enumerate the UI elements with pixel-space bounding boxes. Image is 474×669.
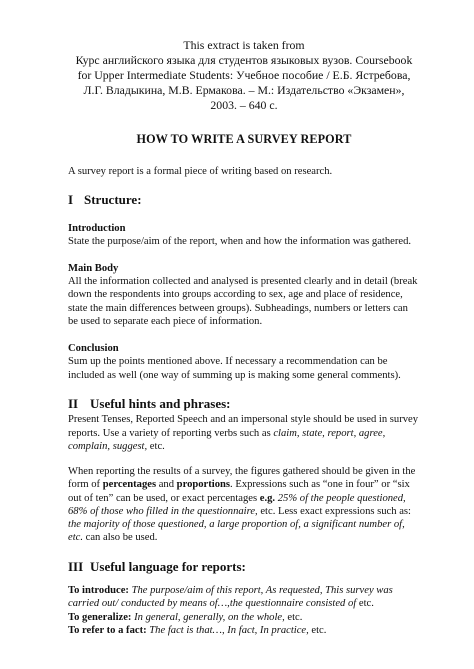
example-less-exact: the majority of those questioned, a large proportion of, a significant number of, etc.	[68, 519, 405, 544]
language-examples: The fact is that…, In fact, In practice,	[146, 624, 309, 636]
subheading-main-body: Main Body	[68, 263, 119, 275]
source-line: Курс английского языка для студентов языковых вузов. Coursebook	[75, 53, 413, 68]
language-examples: The purpose/aim of this report, As requested, This survey was carried out/ conducted by means of…,the questionnaire consisted of	[68, 585, 393, 610]
keyword-eg: e.g.	[259, 492, 276, 504]
source-line: This extract is taken from	[183, 38, 305, 52]
source-line: Л.Г. Владыкина, М.В. Ермакова. – М.: Издательство «Экзамен»,	[83, 83, 405, 98]
section-title: Useful hints and phrases:	[90, 395, 231, 411]
section-heading-language	[68, 559, 420, 575]
source-line: for Upper Intermediate Students: Учебное пособие / Е.Б. Ястребова,	[77, 68, 411, 83]
introduction-text: State the purpose/aim of the report, when and how the information was gathered.	[68, 235, 412, 247]
language-label: To refer to a fact:	[68, 624, 147, 636]
reporting-verbs: claim, state, report, agree, complain, suggest,	[68, 427, 386, 452]
section-heading-hints	[68, 396, 420, 412]
subheading-conclusion: Conclusion	[68, 343, 119, 355]
text-run: and	[156, 479, 177, 491]
text-run: . Expressions such as “one in four” or “six out of ten” can be used, or exact percentages	[68, 479, 410, 504]
text-run: When reporting the results of a survey, the figures gathered should be given in the form of	[68, 466, 416, 491]
section-title: Useful language for reports:	[90, 558, 246, 574]
text-run: etc.	[308, 624, 327, 636]
language-list	[68, 584, 420, 637]
document-title: HOW TO WRITE A SURVEY REPORT	[136, 132, 352, 147]
language-item-introduce	[68, 584, 420, 610]
main-body-text: All the information collected and analysed is presented clearly and in detail (break down the respondents into groups according to sex, age and place of residence, state the main differences between groups). Subheadings, numbers or letters can be used to separate each piece of information.	[68, 276, 418, 327]
section-heading-structure	[68, 192, 420, 208]
text-run: Present Tenses, Reported Speech and an impersonal style should be used in survey reports. Use a variety of reporting verbs such as	[68, 414, 419, 439]
hints-paragraph-1	[68, 413, 420, 453]
language-label: To generalize:	[68, 611, 132, 623]
text-run: can also be used.	[83, 532, 158, 544]
intro-paragraph: A survey report is a formal piece of writing based on research.	[68, 165, 333, 177]
language-item-generalize	[68, 611, 420, 624]
subheading-introduction: Introduction	[68, 222, 126, 234]
text-run: etc. Less exact expressions such as:	[257, 505, 411, 517]
section-number: III	[68, 558, 84, 574]
source-citation	[60, 38, 428, 113]
example-exact: 25% of the people questioned, 68% of those who filled in the questionnaire,	[68, 492, 406, 517]
language-label: To introduce:	[68, 585, 129, 597]
section-title: Structure:	[84, 191, 142, 207]
hints-paragraph-2	[68, 465, 420, 544]
keyword-proportions: proportions	[176, 479, 231, 491]
section-number: I	[68, 191, 74, 207]
source-line: 2003. – 640 с.	[210, 98, 278, 113]
language-item-fact	[68, 624, 420, 637]
keyword-percentages: percentages	[102, 479, 157, 491]
text-run: etc.	[147, 440, 165, 452]
language-examples: In general, generally, on the whole,	[131, 611, 285, 623]
text-run: etc.	[356, 598, 374, 610]
conclusion-text: Sum up the points mentioned above. If necessary a recommendation can be included as well (one way of summing up is making some general comments).	[68, 356, 401, 381]
text-run: etc.	[284, 611, 303, 623]
section-number: II	[68, 395, 79, 411]
